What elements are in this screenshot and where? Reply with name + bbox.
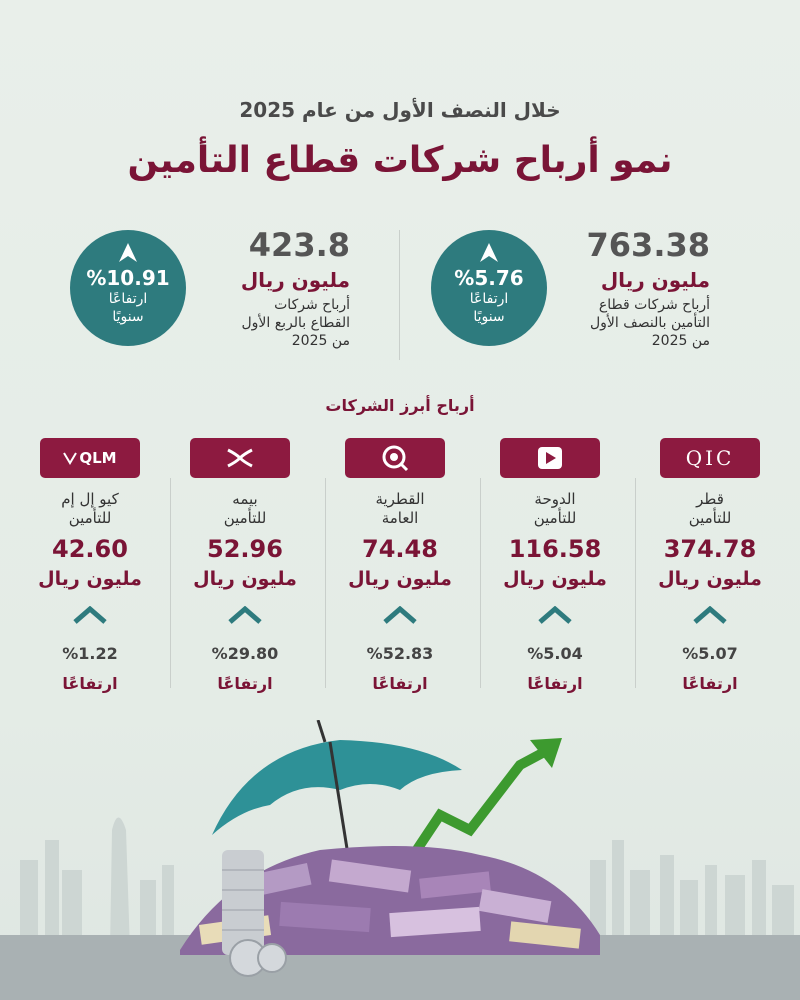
companies-heading: أرباح أبرز الشركات [325, 396, 475, 415]
company-card-qlm [15, 490, 165, 528]
beema-logo [190, 438, 290, 478]
company-growth: %1.22 [62, 644, 118, 663]
qlm-logo-text: QLM [79, 449, 117, 467]
company-name: القطرية [375, 490, 425, 508]
qgirc-logo [345, 438, 445, 478]
desc-line: من 2025 [651, 333, 710, 349]
company-card-beema [170, 490, 320, 528]
growth-badge [70, 230, 186, 346]
company-unit: مليون ريال [658, 568, 762, 590]
company-rise-label: ارتفاعًا [372, 674, 428, 693]
stat-description [540, 296, 710, 350]
company-rise-label: ارتفاعًا [527, 674, 583, 693]
doha-logo [500, 438, 600, 478]
chevron-up-icon [170, 606, 320, 628]
company-name: العامة [381, 509, 419, 527]
company-name: كيو إل إم [61, 490, 119, 508]
stat-description [190, 296, 350, 350]
stat-value-half-year: 763.38 [586, 226, 710, 264]
company-rise-label: ارتفاعًا [217, 674, 273, 693]
company-growth: %29.80 [211, 644, 279, 663]
stat-value-q1: 423.8 [248, 226, 350, 264]
company-name: بيمه [232, 490, 258, 508]
qic-logo [660, 438, 760, 478]
qic-logo-text: QIC [685, 446, 735, 470]
company-name: قطر [696, 490, 724, 508]
desc-line: التأمين بالنصف الأول [589, 315, 710, 331]
company-profit: 374.78 [663, 535, 757, 563]
company-profit: 52.96 [207, 535, 283, 563]
company-profit: 74.48 [362, 535, 438, 563]
qgirc-logo-icon [380, 443, 410, 473]
company-growth: %52.83 [366, 644, 434, 663]
desc-line: القطاع بالربع الأول [241, 315, 350, 331]
company-name: الدوحة [534, 490, 576, 508]
company-growth: %5.04 [527, 644, 583, 663]
chevron-up-icon [325, 606, 475, 628]
qlm-logo [40, 438, 140, 478]
beema-logo-icon [224, 444, 256, 472]
up-arrow-icon [117, 242, 139, 264]
company-profit: 116.58 [508, 535, 602, 563]
company-unit: مليون ريال [348, 568, 452, 590]
company-name: للتأمين [688, 509, 732, 527]
growth-label: ارتفاعًا [108, 291, 148, 307]
company-unit: مليون ريال [38, 568, 142, 590]
company-profit: 42.60 [52, 535, 128, 563]
company-unit: مليون ريال [193, 568, 297, 590]
company-rise-label: ارتفاعًا [682, 674, 738, 693]
company-card-qic [635, 490, 785, 528]
desc-line: أرباح شركات قطاع [598, 297, 710, 313]
growth-label: ارتفاعًا [469, 291, 509, 307]
growth-percent: %5.76 [454, 266, 524, 290]
company-card-qgirc [325, 490, 475, 528]
divider [399, 230, 400, 360]
company-card-doha [480, 490, 630, 528]
desc-line: من 2025 [291, 333, 350, 349]
chevron-up-icon [480, 606, 630, 628]
company-unit: مليون ريال [503, 568, 607, 590]
growth-badge [431, 230, 547, 346]
chevron-up-icon [635, 606, 785, 628]
up-arrow-icon [478, 242, 500, 264]
qlm-logo-icon [63, 451, 77, 465]
growth-label: سنويًا [112, 309, 144, 325]
desc-line: أرباح شركات [274, 297, 350, 313]
company-rise-label: ارتفاعًا [62, 674, 118, 693]
page-title: نمو أرباح شركات قطاع التأمين [127, 140, 673, 181]
stat-unit: مليون ريال [600, 268, 710, 292]
doha-logo-icon [535, 444, 565, 472]
company-growth: %5.07 [682, 644, 738, 663]
company-name: للتأمين [533, 509, 577, 527]
money-umbrella-illustration [0, 720, 800, 1000]
growth-label: سنويًا [473, 309, 505, 325]
growth-percent: %10.91 [86, 266, 170, 290]
company-name: للتأمين [223, 509, 267, 527]
chevron-up-icon [15, 606, 165, 628]
stat-unit: مليون ريال [240, 268, 350, 292]
company-name: للتأمين [68, 509, 112, 527]
subtitle: خلال النصف الأول من عام 2025 [239, 98, 561, 122]
